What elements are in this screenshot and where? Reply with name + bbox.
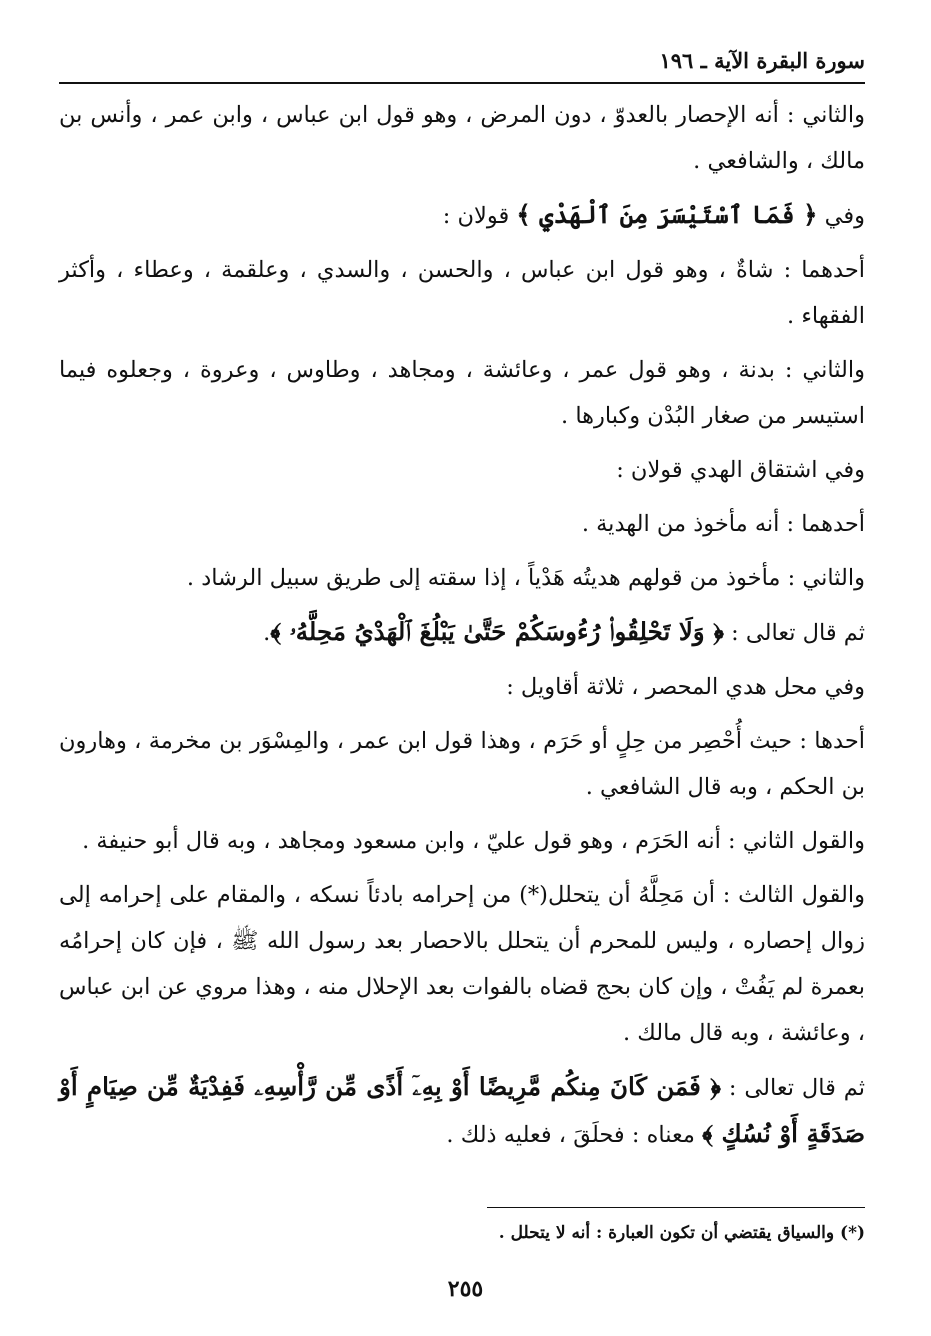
paragraph [59,609,865,656]
paragraph-text: وفي اشتقاق الهدي قولان : [616,457,865,483]
paragraph-text: والثاني : أنه الإحصار بالعدوّ ، دون المرض ، وهو قول ابن عباس ، وابن عمر ، وأنس بن مالك ، والشافعي . [59,102,865,174]
paragraph-text: أحدها : حيث أُحْصِر من حِلٍ أو حَرَم ، وهذا قول ابن عمر ، والمِسْوَر بن مخرمة ، وهارون بن الحكم ، وبه قال الشافعي . [59,728,865,800]
page-header [59,46,865,82]
paragraph [59,247,865,339]
paragraph [59,1064,865,1158]
paragraph-text: أحدهما : أنه مأخوذ من الهدية . [581,511,865,537]
paragraph-text: قولان : [442,203,517,229]
paragraph-text: وفي محل هدي المحصر ، ثلاثة أقاويل : [506,674,865,700]
paragraph-text: وفي [817,203,865,229]
paragraph [59,92,865,184]
paragraph [59,818,865,864]
quran-verse: ﴿ فَمَن كَانَ مِنكُم مَّرِيضًا أَوْ بِهِۦٓ أَذًى مِّن رَّأْسِهِۦ فَفِدْيَةٌ مِّن صِيَامٍ أَوْ صَدَقَةٍ أَوْ نُسُكٍ ﴾ [59,1072,865,1148]
paragraph [59,718,865,810]
footnote-separator [487,1207,865,1208]
paragraph [59,447,865,493]
paragraph-text: معناه : فحلَقَ ، فعليه ذلك . [446,1122,703,1148]
paragraph-text: . [263,620,271,646]
paragraph-text: ثم قال تعالى : [721,1075,866,1101]
paragraph [59,872,865,1056]
footnote: (*) والسياق يقتضي أن تكون العبارة : أنه لا يتحلل . [498,1223,865,1243]
quran-verse: ﴿ وَلَا تَحْلِقُوا۟ رُءُوسَكُمْ حَتَّىٰ يَبْلُغَ ٱلْهَدْيُ مَحِلَّهُۥ ﴾ [270,617,725,646]
paragraph-text: والقول الثاني : أنه الحَرَم ، وهو قول عليّ ، وابن مسعود ومجاهد ، وبه قال أبو حنيفة . [82,828,865,854]
paragraph [59,664,865,710]
paragraph [59,347,865,439]
paragraph-text: والثاني : مأخوذ من قولهم هديتُه هَدْياً ، إذا سقته إلى طريق سبيل الرشاد . [186,565,865,591]
running-head: سورة البقرة الآية ـ ١٩٦ [659,48,865,73]
paragraph [59,192,865,239]
paragraph [59,501,865,547]
paragraph-text: ثم قال تعالى : [724,620,865,646]
paragraph-text: والثاني : بدنة ، وهو قول عمر ، وعائشة ، ومجاهد ، وطاوس ، وعروة ، وجعلوه فيما استيسر من صغار البُدْن وكبارها . [59,357,865,429]
paragraph-text: والقول الثالث : أن مَحِلَّهُ أن يتحلل(*) من إحرامه بادئاً نسكه ، والمقام على إحرامه إلى زوال إحصاره ، وليس للمحرم أن يتحلل بالاحصار بعد رسول الله ﷺ ، فإن كان إحرامُه بعمرة لم يَفُتْ ، وإن كان بحج قضاه بالفوات بعد الإحلال منه ، وهذا مروي عن ابن عباس ، وعائشة ، وبه قال مالك . [59,882,865,1046]
page-number: ٢٥٥ [447,1276,484,1302]
header-rule [59,82,865,84]
paragraph-text: أحدهما : شاةٌ ، وهو قول ابن عباس ، والحسن ، والسدي ، وعلقمة ، وعطاء ، وأكثر الفقهاء . [59,257,865,329]
body-text [59,92,865,1166]
paragraph [59,555,865,601]
quran-verse: ﴿ فَمَا ٱسْتَيْسَرَ مِنَ ٱلْهَدْيِ ﴾ [516,200,818,229]
